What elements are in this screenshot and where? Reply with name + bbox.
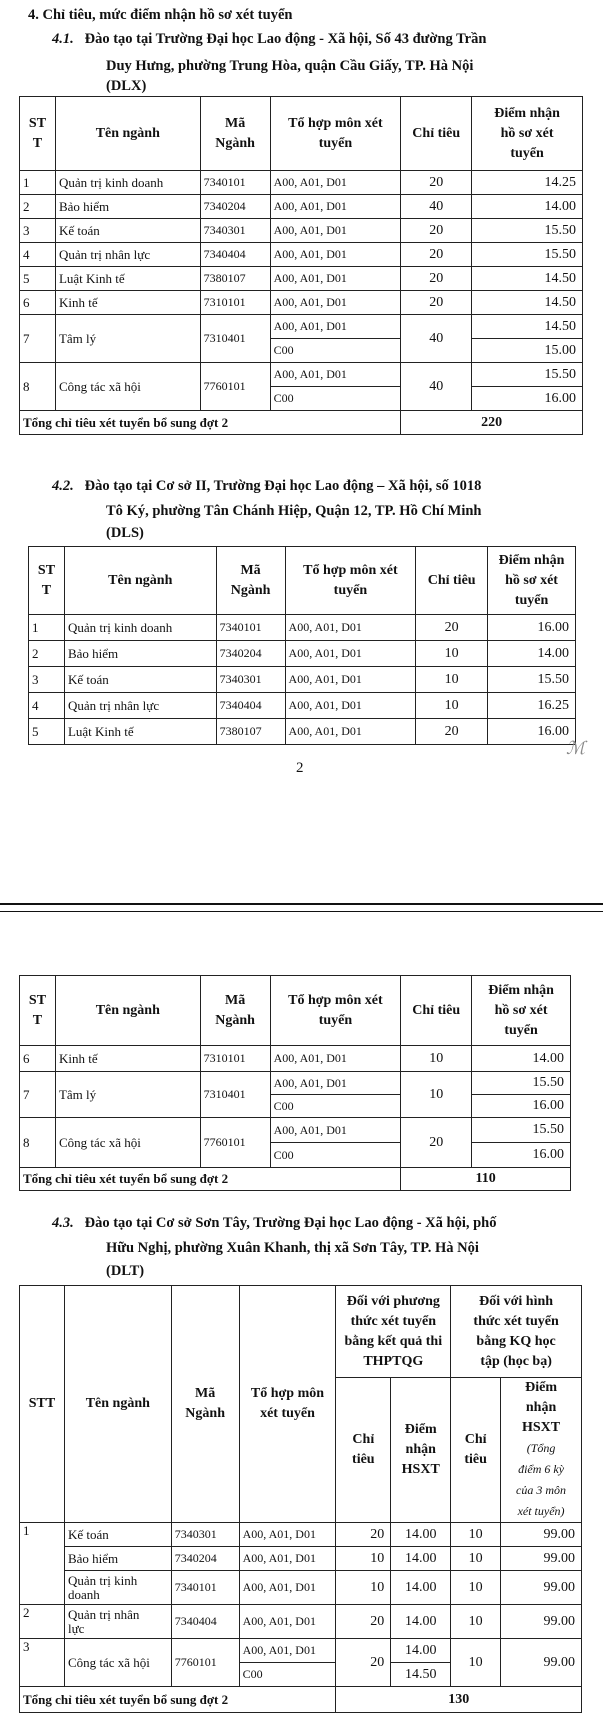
table-row: 2 Bảo hiểm 7340204 A00, A01, D01 10 14.00 <box>29 641 576 667</box>
table-row: 3 Kế toán 7340301 A00, A01, D01 10 15.50 <box>29 667 576 693</box>
col-ten-nganh: Tên ngành <box>64 1286 171 1523</box>
total-row <box>20 411 583 435</box>
heading-number: 4.1. <box>52 31 74 47</box>
total-value: 110 <box>401 1168 571 1191</box>
heading-number: 4.2. <box>52 478 74 494</box>
col-to-hop: Tổ hợp môn xét tuyển <box>239 1286 336 1523</box>
table-row: Bảo hiểm 7340204 A00, A01, D01 10 14.00 10 99.00 <box>20 1547 582 1571</box>
col-diem-nhan: Điểm nhận hồ sơ xét tuyển <box>488 547 576 615</box>
table-dlt <box>19 1285 582 1713</box>
total-label: Tổng chỉ tiêu xét tuyển bổ sung đợt 2 <box>20 411 401 435</box>
table-row: 3 Kế toán 7340301 A00, A01, D01 20 15.50 <box>20 219 583 243</box>
table-row: 6 Kinh tế 7310101 A00, A01, D01 20 14.50 <box>20 291 583 315</box>
heading-line: Đào tạo tại Cơ sở II, Trường Đại học Lao động – Xã hội, số 1018 <box>84 478 482 494</box>
col-diem-nhan: Điểm nhận hồ sơ xét tuyển <box>472 97 583 171</box>
table-row: 6 Kinh tế 7310101 A00, A01, D01 10 14.00 <box>20 1046 571 1072</box>
table-row: C00 16.00 <box>20 1095 571 1118</box>
table-row: C00 15.00 <box>20 339 583 363</box>
col-chi-tieu-hocba: Chỉ tiêu <box>451 1378 501 1523</box>
table-row: 1 Kế toán 7340301 A00, A01, D01 20 14.00 10 99.00 <box>20 1523 582 1547</box>
group-hoc-ba: Đối với hình thức xét tuyển bằng KQ học tập (học bạ) <box>451 1286 582 1378</box>
col-ma-nganh: Mã Ngành <box>200 97 270 171</box>
col-stt: STT <box>20 1286 65 1523</box>
total-row <box>20 1687 582 1713</box>
col-chi-tieu: Chỉ tiêu <box>401 97 472 171</box>
col-to-hop: Tổ hợp môn xét tuyển <box>270 976 401 1046</box>
table-row: 2 Bảo hiểm 7340204 A00, A01, D01 40 14.00 <box>20 195 583 219</box>
heading-4-1-line3: (DLX) <box>106 78 147 94</box>
table-row: 5 Luật Kinh tế 7380107 A00, A01, D01 20 14.50 <box>20 267 583 291</box>
total-row <box>20 1168 571 1191</box>
table-dls-continued <box>19 975 571 1191</box>
col-ten-nganh: Tên ngành <box>55 97 200 171</box>
table-row: 4 Quản trị nhân lực 7340404 A00, A01, D01 20 15.50 <box>20 243 583 267</box>
table-row: C00 16.00 <box>20 387 583 411</box>
col-ten-nganh: Tên ngành <box>55 976 200 1046</box>
col-ma-nganh: Mã Ngành <box>171 1286 239 1523</box>
group-thptqg: Đối với phương thức xét tuyển bằng kết quả thi THPTQG <box>336 1286 451 1378</box>
table-row: Quản trị kinh doanh 7340101 A00, A01, D01 10 14.00 10 99.00 <box>20 1571 582 1605</box>
table-row: C00 16.00 <box>20 1143 571 1168</box>
table-row: 2 Quản trị nhân lực 7340404 A00, A01, D01 20 14.00 10 99.00 <box>20 1605 582 1639</box>
heading-number: 4.3. <box>52 1215 74 1231</box>
total-value: 220 <box>401 411 583 435</box>
table-row: C00 14.50 <box>20 1663 582 1687</box>
col-stt: ST T <box>20 97 56 171</box>
heading-4-1-line2: Duy Hưng, phường Trung Hòa, quận Cầu Giấy, TP. Hà Nội <box>106 58 474 74</box>
col-diem-nhan: Điểm nhận hồ sơ xét tuyển <box>472 976 571 1046</box>
section-title: 4. Chỉ tiêu, mức điểm nhận hồ sơ xét tuyển <box>28 7 293 23</box>
heading-4-2-line3: (DLS) <box>106 525 144 541</box>
table-row: 3 Công tác xã hội 7760101 A00, A01, D01 20 14.00 10 99.00 <box>20 1639 582 1663</box>
table-row: 8 Công tác xã hội 7760101 A00, A01, D01 20 15.50 <box>20 1118 571 1143</box>
table-row: 4 Quản trị nhân lực 7340404 A00, A01, D01 10 16.25 <box>29 693 576 719</box>
heading-4-1 <box>52 28 486 50</box>
table-header-row <box>20 97 583 171</box>
heading-4-2-line2: Tô Ký, phường Tân Chánh Hiệp, Quận 12, TP. Hồ Chí Minh <box>106 503 482 519</box>
table-header-row <box>29 547 576 615</box>
table-row: 1 Quản trị kinh doanh 7340101 A00, A01, D01 20 14.25 <box>20 171 583 195</box>
table-row: 7 Tâm lý 7310401 A00, A01, D01 40 14.50 <box>20 315 583 339</box>
col-to-hop: Tổ hợp môn xét tuyển <box>285 547 416 615</box>
page-separator <box>0 903 603 905</box>
table-dlx <box>19 96 583 435</box>
col-ten-nganh: Tên ngành <box>64 547 216 615</box>
heading-4-3-line3: (DLT) <box>106 1263 145 1279</box>
table-row: 5 Luật Kinh tế 7380107 A00, A01, D01 20 16.00 <box>29 719 576 745</box>
heading-line: Đào tạo tại Trường Đại học Lao động - Xã hội, Số 43 đường Trần <box>84 31 487 47</box>
col-diem-hocba: Điểm nhận HSXT (Tổng điểm 6 kỳ của 3 môn xét tuyển) <box>501 1378 582 1523</box>
total-label: Tổng chỉ tiêu xét tuyển bổ sung đợt 2 <box>20 1687 336 1713</box>
total-value: 130 <box>336 1687 582 1713</box>
table-header-row <box>20 1286 582 1378</box>
page-number: 2 <box>296 760 304 776</box>
table-row: 7 Tâm lý 7310401 A00, A01, D01 10 15.50 <box>20 1072 571 1095</box>
page-separator-thin <box>0 911 603 912</box>
col-ma-nganh: Mã Ngành <box>216 547 285 615</box>
col-chi-tieu: Chỉ tiêu <box>401 976 472 1046</box>
heading-4-3-line2: Hữu Nghị, phường Xuân Khanh, thị xã Sơn Tây, TP. Hà Nội <box>106 1240 479 1256</box>
signature-mark: ℳ <box>566 738 586 759</box>
col-chi-tieu-thpt: Chỉ tiêu <box>336 1378 391 1523</box>
table-dls <box>28 546 576 745</box>
total-label: Tổng chỉ tiêu xét tuyển bổ sung đợt 2 <box>20 1168 401 1191</box>
heading-line: Đào tạo tại Cơ sở Sơn Tây, Trường Đại học Lao động - Xã hội, phố <box>84 1215 497 1231</box>
col-ma-nganh: Mã Ngành <box>200 976 270 1046</box>
col-chi-tieu: Chỉ tiêu <box>416 547 488 615</box>
col-stt: ST T <box>20 976 56 1046</box>
table-row: 8 Công tác xã hội 7760101 A00, A01, D01 40 15.50 <box>20 363 583 387</box>
table-header-row <box>20 976 571 1046</box>
table-row: 1 Quản trị kinh doanh 7340101 A00, A01, D01 20 16.00 <box>29 615 576 641</box>
col-to-hop: Tổ hợp môn xét tuyển <box>270 97 401 171</box>
heading-4-2 <box>52 475 481 497</box>
col-diem-thpt: Điểm nhận HSXT <box>391 1378 451 1523</box>
col-stt: ST T <box>29 547 65 615</box>
heading-4-3 <box>52 1212 496 1234</box>
